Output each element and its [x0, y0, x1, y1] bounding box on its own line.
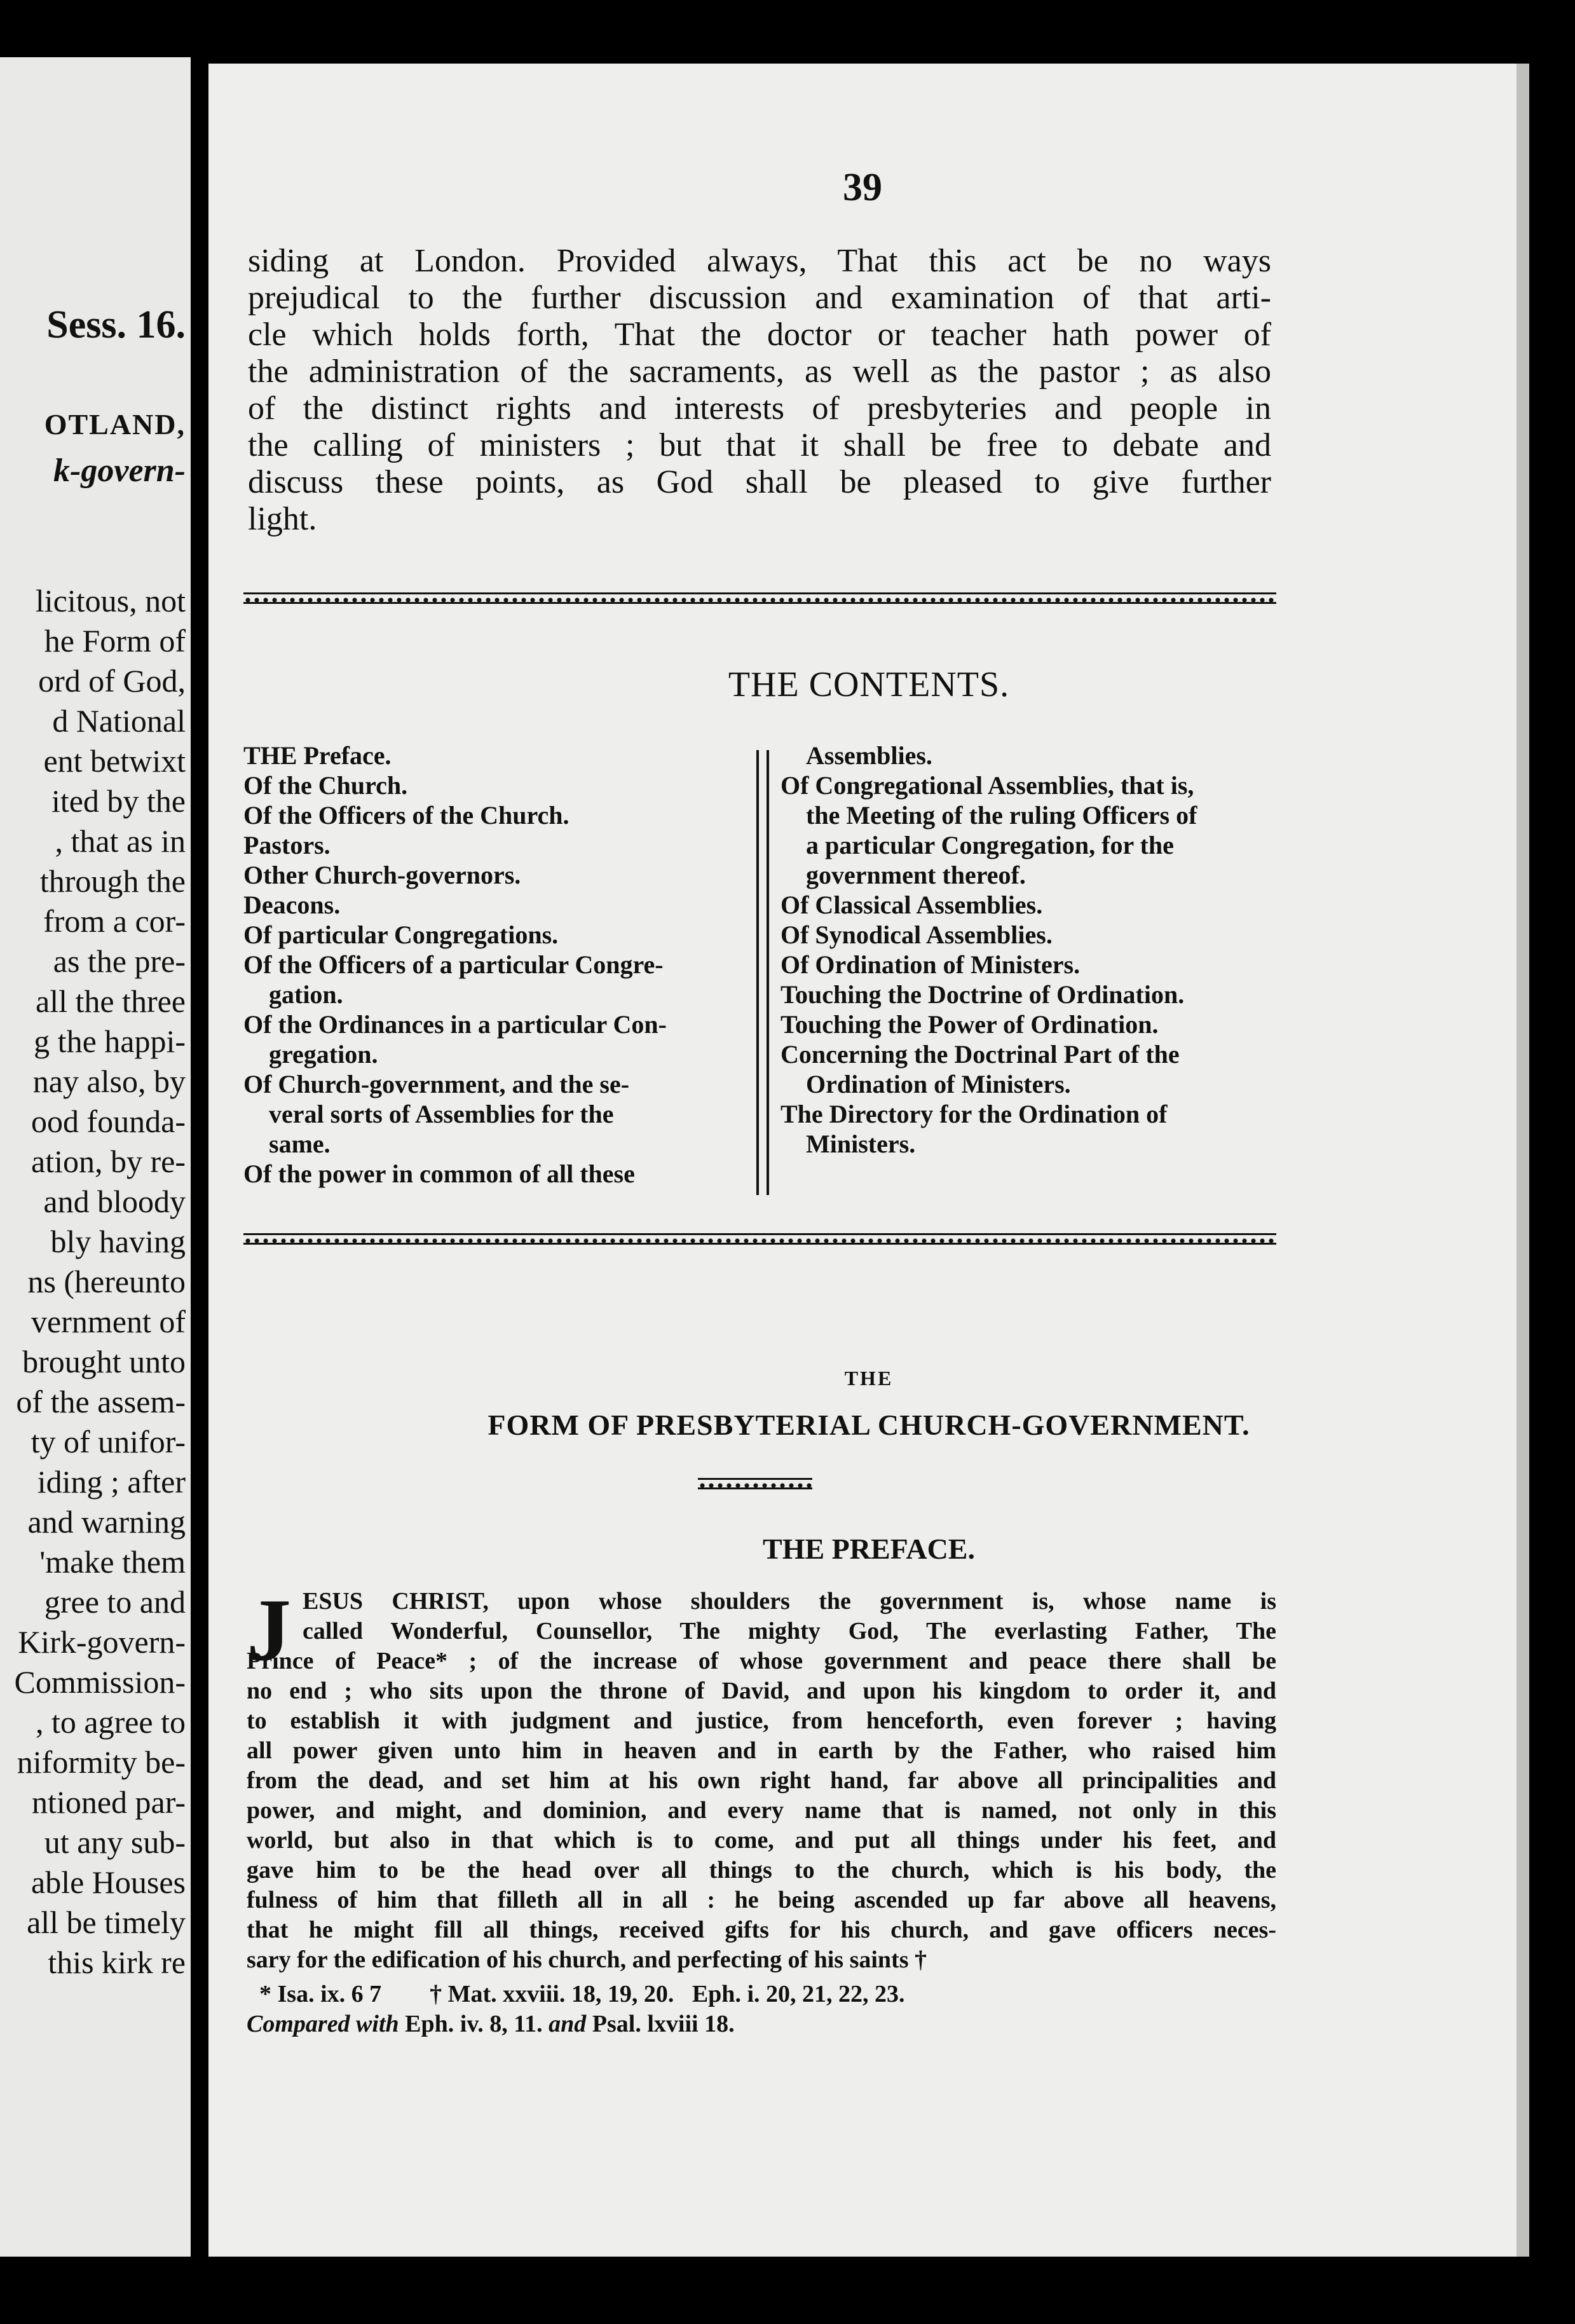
left-page-line: bly having: [50, 1224, 186, 1259]
preface-line: world, but also in that which is to come, and put all things under his feet, and: [247, 1827, 1276, 1854]
left-page-line: g the happi-: [34, 1023, 186, 1059]
page-number: 39: [843, 166, 882, 209]
left-page-line: and bloody: [43, 1184, 186, 1219]
body-line: the calling of ministers ; but that it shall be free to debate and: [248, 427, 1271, 463]
contents-entry: Of Ordination of Ministers.: [781, 950, 1081, 979]
left-page-line: d National: [52, 703, 186, 739]
contents-entry: Of Synodical Assemblies.: [781, 920, 1053, 949]
preface-line: called Wonderful, Counsellor, The mighty God, The everlasting Father, The: [303, 1618, 1276, 1644]
contents-entry: Touching the Power of Ordination.: [781, 1010, 1159, 1039]
contents-entry: Ministers.: [806, 1130, 916, 1158]
body-line: prejudical to the further discussion and examination of that arti-: [248, 280, 1271, 316]
left-page-line: ut any sub-: [44, 1824, 186, 1860]
left-page-line: of the assem-: [16, 1384, 186, 1419]
body-line: discuss these points, as God shall be pleased to give further: [248, 464, 1271, 500]
footnote-line-2: [247, 2012, 1264, 2036]
right-page: [208, 64, 1529, 2257]
footnote-psal: Psal. lxviii 18.: [586, 2011, 735, 2037]
left-page-line: able Houses: [31, 1864, 186, 1900]
left-page-line: ty of unifor-: [31, 1424, 186, 1459]
contents-title: THE CONTENTS.: [728, 665, 1010, 704]
contents-entry: Of Church-government, and the se-: [243, 1070, 630, 1098]
preface-title: THE PREFACE.: [763, 1533, 975, 1565]
drop-cap: J: [247, 1581, 291, 1679]
left-page-line: brought unto: [22, 1344, 186, 1379]
preface-line: Prince of Peace* ; of the increase of whose government and peace there shall be: [247, 1648, 1276, 1674]
preface-line: ESUS CHRIST, upon whose shoulders the government is, whose name is: [303, 1588, 1276, 1615]
left-page-line: nay also, by: [32, 1063, 186, 1099]
left-page-line: ns (hereunto: [27, 1264, 186, 1299]
contents-entry: Other Church-governors.: [243, 861, 521, 889]
left-page-fragment: [0, 57, 191, 2257]
left-page-line: as the pre-: [53, 943, 186, 979]
contents-entry: The Directory for the Ordination of: [781, 1100, 1168, 1128]
contents-entry: Of Congregational Assemblies, that is,: [781, 771, 1194, 800]
contents-entry: Of Classical Assemblies.: [781, 891, 1043, 919]
left-page-line: ood founda-: [31, 1104, 186, 1139]
contents-entry: Of the power in common of all these: [243, 1159, 635, 1188]
left-page-line: ited by the: [51, 783, 186, 819]
ornamental-rule: [243, 592, 1276, 604]
left-page-line: ord of God,: [38, 663, 186, 699]
left-page-line: vernment of: [31, 1304, 186, 1339]
left-page-line: ent betwixt: [43, 743, 186, 779]
left-page-line: 'make them: [39, 1544, 186, 1580]
footnote-line-1: * Isa. ix. 6 7 † Mat. xxviii. 18, 19, 20. Eph. i. 20, 21, 22, 23.: [259, 1981, 905, 2007]
preface-line: power, and might, and dominion, and every name that is named, not only in this: [247, 1797, 1276, 1824]
contents-entry: Assemblies.: [806, 741, 932, 770]
left-page-line: niformity be-: [17, 1744, 186, 1780]
left-page-line: , to agree to: [35, 1704, 186, 1740]
body-line: light.: [248, 501, 317, 537]
left-page-line: Commission-: [14, 1664, 186, 1700]
footnote-and: and: [549, 2011, 587, 2037]
preface-line: all power given unto him in heaven and in earth by the Father, who raised him: [247, 1737, 1276, 1764]
contents-entry: Ordination of Ministers.: [806, 1070, 1071, 1098]
contents-entry: Of particular Congregations.: [243, 920, 559, 949]
form-title: FORM OF PRESBYTERIAL CHURCH-GOVERNMENT.: [488, 1409, 1250, 1441]
left-page-line: OTLAND,: [44, 408, 186, 441]
contents-entry: gregation.: [269, 1040, 378, 1069]
contents-entry: the Meeting of the ruling Officers of: [806, 801, 1197, 830]
left-page-line: ntioned par-: [32, 1784, 186, 1820]
left-page-line: from a cor-: [43, 903, 186, 939]
preface-line: gave him to be the head over all things to the church, which is his body, the: [247, 1857, 1276, 1883]
left-page-line: he Form of: [44, 623, 186, 659]
body-line: cle which holds forth, That the doctor or teacher hath power of: [248, 317, 1271, 353]
contents-entry: same.: [269, 1130, 331, 1158]
contents-entry: Pastors.: [243, 831, 331, 859]
contents-entry: Of the Church.: [243, 771, 408, 800]
body-line: siding at London. Provided always, That this act be no ways: [248, 243, 1271, 279]
preface-line: fulness of him that filleth all in all : he being ascended up far above all heavens,: [247, 1887, 1276, 1913]
left-page-line: licitous, not: [35, 583, 186, 619]
column-divider: [756, 750, 769, 1195]
contents-entry: THE Preface.: [243, 741, 392, 770]
contents-entry: Concerning the Doctrinal Part of the: [781, 1040, 1180, 1069]
contents-entry: government thereof.: [806, 861, 1026, 889]
left-page-line: gree to and: [44, 1584, 186, 1620]
footnote-refs: Eph. iv. 8, 11.: [399, 2011, 549, 2037]
left-page-line: ation, by re-: [31, 1144, 186, 1179]
preface-line: sary for the edification of his church, and perfecting of his saints †: [247, 1946, 927, 1973]
contents-entry: Deacons.: [243, 891, 341, 919]
contents-entry: Of the Officers of a particular Congre-: [243, 950, 664, 979]
preface-line: no end ; who sits upon the throne of David, and upon his kingdom to order it, and: [247, 1678, 1276, 1704]
contents-entry: Touching the Doctrine of Ordination.: [781, 980, 1185, 1009]
preface-line: that he might fill all things, received gifts for his church, and gave officers neces-: [247, 1917, 1276, 1943]
contents-left-column: [243, 741, 752, 1189]
ornamental-rule: [243, 1233, 1276, 1245]
left-page-line: all be timely: [27, 1904, 186, 1940]
preface-line: to establish it with judgment and justice, from henceforth, even forever ; having: [247, 1707, 1276, 1734]
left-page-line: iding ; after: [37, 1464, 186, 1500]
left-page-line: Sess. 16.: [46, 303, 186, 346]
left-page-line: through the: [39, 863, 186, 899]
contents-entry: a particular Congregation, for the: [806, 831, 1174, 859]
left-page-line: k-govern-: [53, 453, 186, 489]
contents-entry: veral sorts of Assemblies for the: [269, 1100, 614, 1128]
ornamental-rule-short: [698, 1478, 812, 1489]
footnote-compared: Compared with: [247, 2011, 399, 2037]
body-line: of the distinct rights and interests of presbyteries and people in: [248, 390, 1271, 427]
left-page-line: , that as in: [55, 823, 186, 859]
contents-entry: Of the Officers of the Church.: [243, 801, 569, 830]
left-page-line: and warning: [27, 1504, 186, 1540]
form-the-label: THE: [844, 1367, 894, 1390]
contents-entry: Of the Ordinances in a particular Con-: [243, 1010, 667, 1039]
left-page-line: all the three: [36, 983, 186, 1019]
contents-right-column: [781, 741, 1276, 1159]
body-line: the administration of the sacraments, as well as the pastor ; as also: [248, 353, 1271, 390]
contents-entry: gation.: [269, 980, 343, 1009]
left-page-line: Kirk-govern-: [18, 1624, 186, 1660]
preface-line: from the dead, and set him at his own right hand, far above all principalities and: [247, 1767, 1276, 1794]
left-page-line: this kirk re: [48, 1945, 186, 1980]
